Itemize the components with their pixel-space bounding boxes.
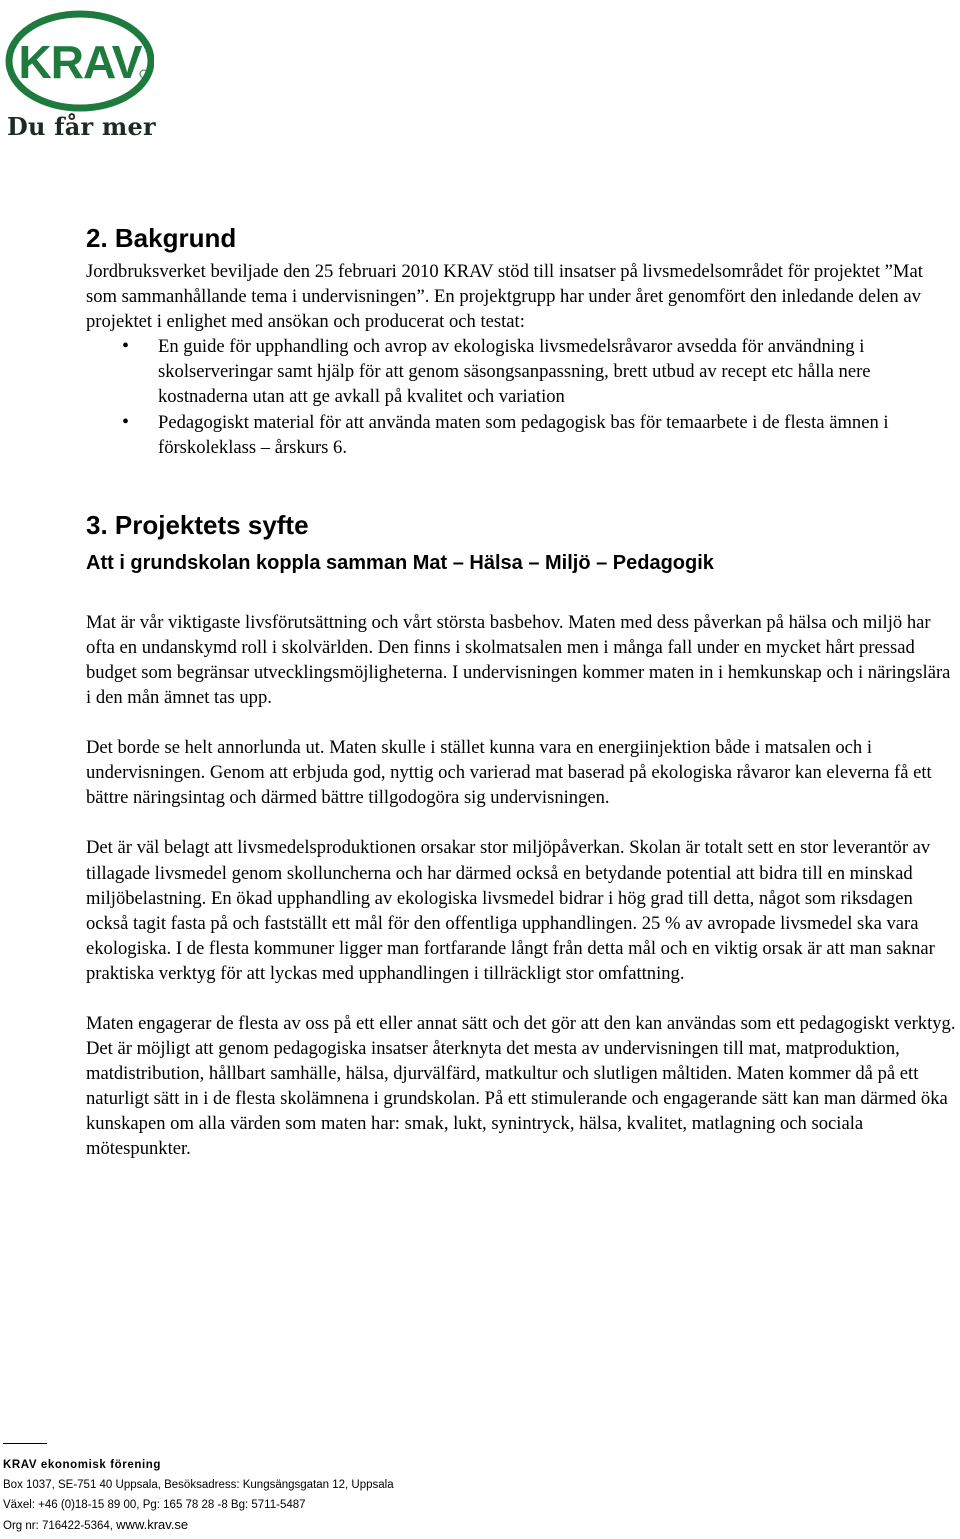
footer-address: Box 1037, SE-751 40 Uppsala, Besöksadress: Kungsängsgatan 12, Uppsala [3, 1478, 394, 1491]
krav-logo-icon [4, 6, 154, 114]
logo-text: KRAV [18, 36, 142, 88]
section-heading-bakgrund: 2. Bakgrund [86, 223, 237, 253]
footer-phone: Växel: +46 (0)18-15 89 00, Pg: 165 78 28 -8 Bg: 5711-5487 [3, 1498, 306, 1511]
list-item: • En guide för upphandling och avrop av ekologiska livsmedelsråvaror avsedda för användning i skolserveringar samt hjälp för att genom säsongsanpassning, brett utbud av recept etc hålla nere kostnaderna utan att ge avkall på kvalitet och variation [86, 334, 958, 409]
footer-org-name: KRAV ekonomisk förening [3, 1459, 161, 1471]
paragraph: Det borde se helt annorlunda ut. Maten skulle i stället kunna vara en energiinjektion både i matsalen och i undervisningen. Genom att erbjuda god, nyttig och varierad mat baserad på ekologiska råvaror kan eleverna få ett bättre näringsintag och därmed bättre tillgodogöra sig undervisningen. [86, 737, 932, 809]
bullet-list [86, 334, 958, 459]
footer-org-nr: Org nr: 716422-5364, [3, 1520, 117, 1533]
footer-website-link[interactable]: www.krav.se [116, 1517, 189, 1533]
footer [3, 1443, 394, 1537]
paragraph: Mat är vår viktigaste livsförutsättning och vårt största basbehov. Maten med dess påverkan på hälsa och miljö har ofta en undanskymd roll i skolvärlden. Den finns i skolmatsalen men i många fall under en mycket hårt pressad budget som begränsar utvecklingsmöjligheterna. I undervisningen kommer maten in i hemkunskap och i näringslära i den mån ämnet tas upp. [86, 611, 951, 709]
section-heading-syfte: 3. Projektets syfte [86, 509, 309, 540]
document-body [86, 220, 958, 1162]
footer-org-nr-line [3, 1515, 394, 1537]
section-subtitle: Att i grundskolan koppla samman Mat – Hälsa – Miljö – Pedagogik [86, 551, 714, 574]
footer-divider [3, 1443, 47, 1444]
paragraph: Maten engagerar de flesta av oss på ett eller annat sätt och det gör att den kan användas som ett pedagogiskt verktyg. Det är möjligt att genom pedagogiska insatser återknyta det mesta av undervisningen till mat, matproduktion, matdistribution, hållbart samhälle, hälsa, djurvälfärd, matkultur och slutligen måltiden. Maten kommer då på ett naturligt sätt in i de flesta skolämnena i grundskolan. På ett stimulerande och engagerande sätt kan man därmed öka kunskapen om alla värden som maten har: smak, lukt, synintryck, hälsa, kvalitet, matlagning och sociala mötespunkter. [86, 1012, 956, 1160]
paragraph: Det är väl belagt att livsmedelsproduktionen orsakar stor miljöpåverkan. Skolan är totalt sett en stor leverantör av tillagade livsmedel genom skolluncherna och har därmed också en betydande potential att bidra till en minskad miljöbelastning. En ökad upphandling av ekologiska livsmedel bidrar i hög grad till detta, något som riksdagen också tagit fasta på och fastställt ett mål för den offentliga upphandlingen. 25 % av avropade livsmedel ska vara ekologiska. I de flesta kommuner ligger man fortfarande långt från detta mål och en viktig orsak är att man saknar praktiska verktyg för att lyckas med upphandlingen i tillräckligt stor omfattning. [86, 837, 935, 984]
paragraph-bakgrund: Jordbruksverket beviljade den 25 februari 2010 KRAV stöd till insatser på livsmedelsområdet för projektet ”Mat som sammanhållande tema i undervisningen”. En projektgrupp har under året genomfört den inledande delen av projektet i enlighet med ansökan och producerat och testat: [86, 261, 923, 333]
list-item: • Pedagogiskt material för att använda maten som pedagogisk bas för temaarbete i de flesta ämnen i förskoleklass – årskurs 6. [86, 410, 958, 460]
tagline: Du får mer [7, 112, 156, 141]
